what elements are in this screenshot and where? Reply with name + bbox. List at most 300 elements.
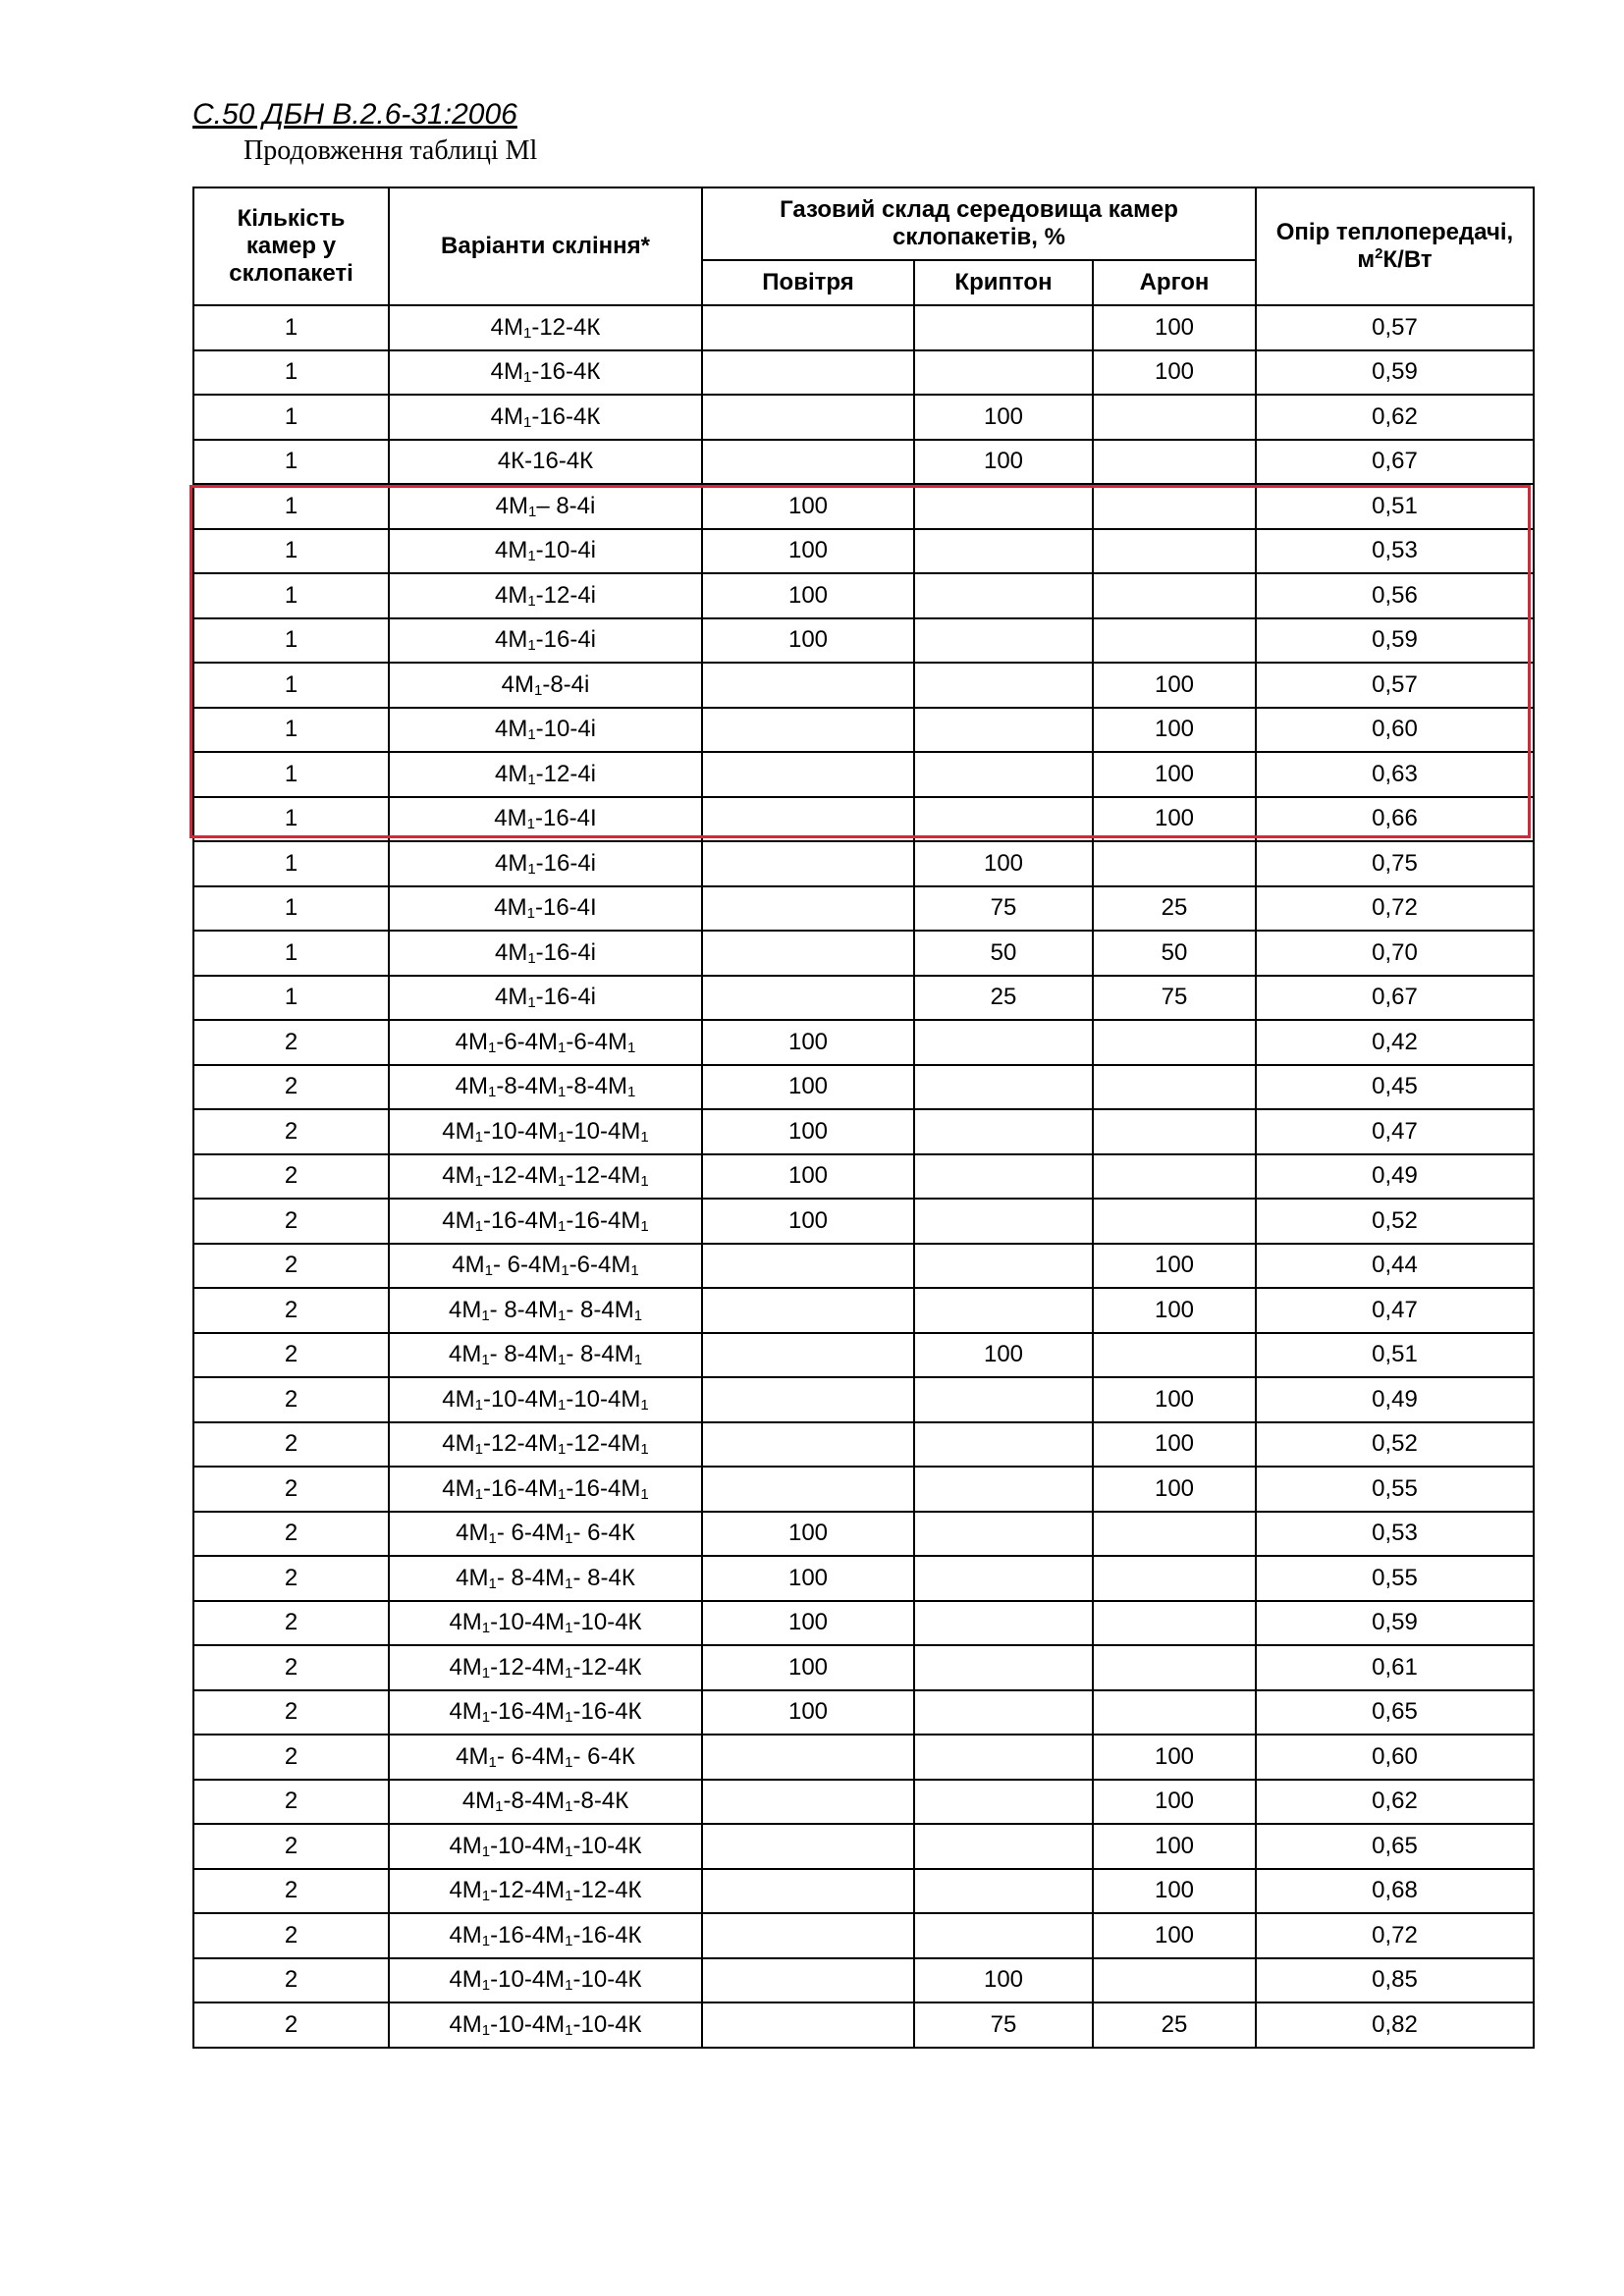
cell-resistance: 0,82	[1256, 2002, 1534, 2048]
table-row	[193, 1735, 1534, 1780]
table-row	[193, 663, 1534, 708]
glazing-part: - 6-4М	[492, 1252, 562, 1279]
cell-chambers: 2	[193, 1154, 389, 1200]
cell-chambers: 1	[193, 573, 389, 618]
glazing-subscript: 1	[522, 324, 532, 342]
glazing-subscript: 1	[558, 1173, 567, 1191]
glazing-part: -10-4і	[535, 537, 597, 564]
table-body	[193, 305, 1534, 2048]
glazing-part: 4М	[494, 581, 528, 609]
glazing-part: 4М	[490, 402, 523, 430]
glazing-part: 4М	[494, 537, 528, 564]
cell-chambers: 2	[193, 1244, 389, 1289]
cell-glazing	[389, 1869, 702, 1914]
glazing-part: 4М	[494, 626, 528, 654]
cell-chambers: 1	[193, 440, 389, 485]
table-row	[193, 841, 1534, 886]
table-row	[193, 1020, 1534, 1065]
cell-chambers: 1	[193, 841, 389, 886]
glazing-subscript: 1	[481, 1842, 491, 1860]
header-chambers-label: Кількість камер у склопакеті	[229, 205, 353, 287]
glazing-part: - 8-4М	[566, 1341, 634, 1368]
cell-resistance: 0,85	[1256, 1958, 1534, 2003]
glazing-subscript: 1	[565, 2021, 573, 2039]
table-row	[193, 886, 1534, 932]
glazing-part: 4К-16-4К	[497, 448, 594, 475]
glazing-subscript: 1	[488, 1575, 497, 1592]
table-row	[193, 529, 1534, 574]
cell-chambers: 2	[193, 1780, 389, 1825]
glazing-subscript: 1	[565, 1530, 573, 1548]
glazing-subscript: 1	[627, 1084, 636, 1101]
glazing-part: 4М	[494, 805, 527, 832]
cell-air	[702, 1377, 914, 1422]
table-row	[193, 305, 1534, 350]
cell-krypton: 25	[914, 976, 1093, 1021]
cell-air	[702, 1913, 914, 1958]
cell-air: 100	[702, 484, 914, 529]
glazing-part: 4М	[461, 1788, 496, 1815]
cell-glazing	[389, 663, 702, 708]
glazing-part: -10-4К	[572, 1966, 642, 1994]
cell-glazing	[389, 1467, 702, 1512]
glazing-subscript: 1	[633, 1352, 643, 1369]
glazing-part: -8-4і	[542, 670, 590, 698]
table-row	[193, 1824, 1534, 1869]
glazing-part: 4М	[449, 1832, 482, 1859]
cell-argon: 100	[1093, 305, 1256, 350]
cell-glazing	[389, 1690, 702, 1735]
cell-chambers: 1	[193, 976, 389, 1021]
cell-chambers: 1	[193, 752, 389, 797]
cell-chambers: 2	[193, 1958, 389, 2003]
cell-krypton	[914, 350, 1093, 396]
glazing-part: 4М	[452, 1252, 485, 1279]
glazing-part: -16-4К	[572, 1921, 642, 1949]
cell-argon: 100	[1093, 1913, 1256, 1958]
cell-resistance: 0,53	[1256, 529, 1534, 574]
glazing-part: -12-4М	[490, 1653, 566, 1681]
cell-argon: 100	[1093, 708, 1256, 753]
glazing-part: -12-4К	[572, 1877, 642, 1904]
glazing-subscript: 1	[474, 1396, 483, 1414]
table-row	[193, 1913, 1534, 1958]
table-row	[193, 976, 1534, 1021]
cell-krypton	[914, 1690, 1093, 1735]
table-row	[193, 708, 1534, 753]
glazing-subscript: 1	[481, 1977, 491, 1995]
cell-argon	[1093, 440, 1256, 485]
glazing-subscript: 1	[630, 1262, 639, 1280]
glazing-part: -10-4М	[490, 1966, 566, 1994]
cell-glazing	[389, 305, 702, 350]
glazing-part: 4М	[449, 1609, 482, 1636]
cell-glazing	[389, 797, 702, 842]
cell-air	[702, 752, 914, 797]
cell-chambers: 1	[193, 350, 389, 396]
glazing-part: - 8-4К	[572, 1564, 635, 1591]
cell-krypton	[914, 1154, 1093, 1200]
glazing-part: -10-4К	[572, 1609, 642, 1636]
cell-argon	[1093, 1690, 1256, 1735]
cell-air	[702, 797, 914, 842]
table-row	[193, 1690, 1534, 1735]
cell-glazing	[389, 1422, 702, 1468]
glazing-part: -16-4М	[566, 1206, 641, 1234]
glazing-subscript: 1	[527, 726, 536, 744]
cell-argon	[1093, 1154, 1256, 1200]
glazing-subscript: 1	[527, 994, 536, 1012]
glazing-subscript: 1	[558, 1396, 567, 1414]
glazing-part: - 6-4М	[496, 1742, 566, 1770]
glazing-part: 4М	[448, 1296, 482, 1323]
cell-glazing	[389, 752, 702, 797]
cell-chambers: 1	[193, 663, 389, 708]
glazing-subscript: 1	[527, 860, 536, 878]
cell-air: 100	[702, 1556, 914, 1601]
glazing-subscript: 1	[565, 1842, 573, 1860]
cell-glazing	[389, 395, 702, 440]
cell-air	[702, 440, 914, 485]
cell-resistance: 0,60	[1256, 1735, 1534, 1780]
glazing-subscript: 1	[627, 1039, 636, 1056]
glazing-part: -6-4М	[566, 1028, 628, 1055]
glazing-subscript: 1	[474, 1128, 483, 1146]
glazing-part: - 8-4М	[496, 1564, 566, 1591]
glazing-part: 4М	[455, 1073, 488, 1100]
glazing-subscript: 1	[527, 503, 537, 520]
cell-krypton	[914, 1467, 1093, 1512]
cell-chambers: 2	[193, 1422, 389, 1468]
glazing-subscript: 1	[527, 949, 536, 967]
cell-air: 100	[702, 1065, 914, 1110]
cell-air	[702, 2002, 914, 2048]
table-row	[193, 2002, 1534, 2048]
cell-argon	[1093, 841, 1256, 886]
cell-glazing	[389, 484, 702, 529]
cell-krypton: 50	[914, 931, 1093, 976]
cell-argon	[1093, 1020, 1256, 1065]
cell-krypton	[914, 618, 1093, 664]
header-gas-label: Газовий склад середовища камер склопакетів, %	[780, 196, 1178, 250]
glazing-subscript: 1	[474, 1441, 483, 1459]
glazing-part: 4М	[456, 1564, 489, 1591]
cell-air: 100	[702, 1020, 914, 1065]
cell-glazing	[389, 2002, 702, 2048]
cell-chambers: 2	[193, 1601, 389, 1646]
cell-air	[702, 841, 914, 886]
cell-air	[702, 395, 914, 440]
cell-resistance: 0,45	[1256, 1065, 1534, 1110]
glazing-part: -12-4М	[566, 1430, 641, 1458]
cell-argon	[1093, 1958, 1256, 2003]
glazing-part: - 8-4М	[489, 1296, 558, 1323]
glazing-subscript: 1	[481, 1709, 491, 1727]
cell-chambers: 2	[193, 1556, 389, 1601]
cell-resistance: 0,66	[1256, 797, 1534, 842]
table-row	[193, 440, 1534, 485]
cell-chambers: 2	[193, 1020, 389, 1065]
cell-krypton: 75	[914, 2002, 1093, 2048]
glazing-subscript: 1	[474, 1217, 483, 1235]
cell-air: 100	[702, 618, 914, 664]
cell-argon: 50	[1093, 931, 1256, 976]
cell-krypton	[914, 1020, 1093, 1065]
cell-krypton	[914, 1601, 1093, 1646]
cell-argon	[1093, 1065, 1256, 1110]
glazing-part: - 8-4М	[566, 1296, 634, 1323]
table-row	[193, 350, 1534, 396]
table-row	[193, 1556, 1534, 1601]
cell-resistance: 0,49	[1256, 1154, 1534, 1200]
glazing-subscript: 1	[561, 1262, 569, 1280]
cell-argon: 75	[1093, 976, 1256, 1021]
cell-chambers: 2	[193, 1199, 389, 1244]
glazing-part: -10-4М	[566, 1385, 641, 1413]
glazing-part: -10-4К	[572, 1832, 642, 1859]
glazing-part: 4М	[495, 492, 528, 519]
table-row	[193, 395, 1534, 440]
cell-glazing	[389, 1780, 702, 1825]
glazing-subscript: 1	[565, 1664, 573, 1682]
glazing-subscript: 1	[495, 1798, 504, 1816]
cell-resistance: 0,63	[1256, 752, 1534, 797]
glazing-subscript: 1	[633, 1307, 643, 1324]
cell-argon: 100	[1093, 1288, 1256, 1333]
cell-chambers: 1	[193, 708, 389, 753]
cell-chambers: 1	[193, 395, 389, 440]
glazing-part: -10-4і	[535, 716, 597, 743]
glazing-part: 4М	[442, 1385, 475, 1413]
glazing-subscript: 1	[558, 1307, 567, 1324]
cell-argon: 100	[1093, 1824, 1256, 1869]
cell-chambers: 2	[193, 1065, 389, 1110]
glazing-subscript: 1	[488, 1530, 497, 1548]
page-reference: С.50 ДБН В.2.6-31:2006	[192, 98, 517, 131]
cell-krypton	[914, 1288, 1093, 1333]
cell-resistance: 0,67	[1256, 976, 1534, 1021]
cell-air	[702, 1869, 914, 1914]
resistance-label-sup: 2	[1375, 245, 1383, 262]
glazing-part: -10-4М	[490, 2010, 566, 2038]
cell-chambers: 2	[193, 1913, 389, 1958]
glazing-part: -16-4М	[482, 1206, 558, 1234]
glazing-subscript: 1	[640, 1128, 649, 1146]
cell-argon: 100	[1093, 1244, 1256, 1289]
cell-chambers: 2	[193, 1109, 389, 1154]
table-row	[193, 1869, 1534, 1914]
glazing-subscript: 1	[565, 1888, 573, 1905]
glazing-part: 4М	[455, 1028, 488, 1055]
cell-resistance: 0,52	[1256, 1422, 1534, 1468]
glazing-subscript: 1	[558, 1039, 567, 1056]
glazing-part: -16-4І	[534, 894, 597, 922]
cell-chambers: 1	[193, 797, 389, 842]
cell-glazing	[389, 1377, 702, 1422]
cell-glazing	[389, 1824, 702, 1869]
cell-krypton: 100	[914, 841, 1093, 886]
cell-air	[702, 976, 914, 1021]
glazing-part: 4М	[494, 760, 528, 787]
table-row	[193, 1601, 1534, 1646]
cell-air: 100	[702, 529, 914, 574]
cell-chambers: 1	[193, 931, 389, 976]
glazing-subscript: 1	[565, 1798, 573, 1816]
cell-resistance: 0,65	[1256, 1824, 1534, 1869]
glazing-subscript: 1	[565, 1977, 573, 1995]
cell-krypton	[914, 529, 1093, 574]
header-krypton: Криптон	[914, 260, 1093, 305]
glazing-part: 4М	[448, 1341, 482, 1368]
glazing-part: -12-4і	[535, 581, 597, 609]
cell-argon: 100	[1093, 1735, 1256, 1780]
glazing-part: -16-4М	[490, 1698, 566, 1726]
glazing-subscript: 1	[558, 1128, 567, 1146]
cell-krypton	[914, 1244, 1093, 1289]
glazing-part: -6-4М	[496, 1028, 558, 1055]
cell-glazing	[389, 350, 702, 396]
cell-resistance: 0,68	[1256, 1869, 1534, 1914]
cell-air: 100	[702, 573, 914, 618]
table-row	[193, 1109, 1534, 1154]
cell-resistance: 0,57	[1256, 305, 1534, 350]
table-row	[193, 1333, 1534, 1378]
glazing-part: -8-4М	[496, 1073, 558, 1100]
glazing-subscript: 1	[481, 2021, 491, 2039]
cell-resistance: 0,47	[1256, 1288, 1534, 1333]
glazing-subscript: 1	[481, 1664, 491, 1682]
glazing-part: -10-4М	[482, 1385, 558, 1413]
cell-resistance: 0,72	[1256, 886, 1534, 932]
glazing-part: 4М	[501, 670, 534, 698]
cell-air	[702, 1422, 914, 1468]
glazing-subscript: 1	[487, 1039, 497, 1056]
glazing-part: 4М	[456, 1520, 489, 1547]
cell-argon	[1093, 395, 1256, 440]
glazing-subscript: 1	[565, 1620, 573, 1637]
cell-resistance: 0,52	[1256, 1199, 1534, 1244]
table-row	[193, 1958, 1534, 2003]
glazing-part: -10-4М	[566, 1117, 641, 1145]
cell-glazing	[389, 1601, 702, 1646]
glazing-part: 4М	[442, 1162, 475, 1190]
table-row	[193, 1065, 1534, 1110]
glazing-part: 4М	[494, 938, 528, 966]
cell-glazing	[389, 886, 702, 932]
glazing-part: -10-4К	[572, 2010, 642, 2038]
header-resistance	[1256, 187, 1534, 305]
cell-chambers: 2	[193, 1512, 389, 1557]
cell-air	[702, 1780, 914, 1825]
cell-krypton	[914, 573, 1093, 618]
glazing-part: -8-4М	[503, 1788, 566, 1815]
cell-glazing	[389, 1288, 702, 1333]
cell-air	[702, 1288, 914, 1333]
cell-resistance: 0,61	[1256, 1645, 1534, 1690]
cell-air: 100	[702, 1154, 914, 1200]
cell-air: 100	[702, 1601, 914, 1646]
cell-argon	[1093, 1645, 1256, 1690]
header-chambers	[193, 187, 389, 305]
cell-glazing	[389, 931, 702, 976]
cell-argon: 25	[1093, 886, 1256, 932]
glazing-part: 4М	[456, 1742, 489, 1770]
glazing-subscript: 1	[526, 905, 535, 923]
cell-krypton	[914, 1735, 1093, 1780]
glazing-subscript: 1	[527, 592, 536, 610]
glazing-subscript: 1	[565, 1575, 573, 1592]
cell-air	[702, 1958, 914, 2003]
glazing-part: -16-4і	[535, 849, 597, 877]
table-row	[193, 1780, 1534, 1825]
glazing-part: -12-4К	[572, 1653, 642, 1681]
glazing-subscript: 1	[558, 1352, 567, 1369]
cell-argon: 25	[1093, 2002, 1256, 2048]
glazing-subscript: 1	[522, 413, 532, 431]
glazing-subscript: 1	[558, 1084, 567, 1101]
table-row	[193, 1422, 1534, 1468]
cell-air	[702, 886, 914, 932]
table-row	[193, 752, 1534, 797]
glazing-subscript: 1	[488, 1753, 497, 1771]
glazing-subscript: 1	[533, 681, 543, 699]
table-row	[193, 1288, 1534, 1333]
cell-air: 100	[702, 1690, 914, 1735]
glazing-part: -16-4К	[572, 1698, 642, 1726]
cell-krypton: 100	[914, 440, 1093, 485]
glazing-part: 4М	[494, 984, 528, 1011]
glazing-part: -10-4М	[490, 1609, 566, 1636]
cell-argon: 100	[1093, 350, 1256, 396]
glazing-part: - 6-4М	[496, 1520, 566, 1547]
glazing-part: -6-4М	[568, 1252, 631, 1279]
glazing-part: -12-4М	[566, 1162, 641, 1190]
cell-glazing	[389, 1109, 702, 1154]
glazing-part: -12-4М	[482, 1430, 558, 1458]
cell-argon: 100	[1093, 1467, 1256, 1512]
cell-resistance: 0,59	[1256, 350, 1534, 396]
glazing-part: 4М	[490, 358, 523, 386]
table-row	[193, 931, 1534, 976]
glazing-part: -8-4К	[572, 1788, 629, 1815]
glazing-part: – 8-4і	[536, 492, 596, 519]
cell-argon	[1093, 529, 1256, 574]
cell-resistance: 0,55	[1256, 1467, 1534, 1512]
cell-glazing	[389, 529, 702, 574]
header-gas-composition	[702, 187, 1256, 260]
cell-argon	[1093, 484, 1256, 529]
cell-air	[702, 931, 914, 976]
header-glazing	[389, 187, 702, 305]
glazing-part: 4М	[494, 894, 527, 922]
cell-chambers: 2	[193, 1333, 389, 1378]
cell-krypton	[914, 1824, 1093, 1869]
cell-resistance: 0,59	[1256, 618, 1534, 664]
cell-glazing	[389, 708, 702, 753]
table-row	[193, 1377, 1534, 1422]
glazing-part: 4М	[442, 1206, 475, 1234]
cell-air	[702, 663, 914, 708]
cell-argon: 100	[1093, 1869, 1256, 1914]
glazing-part: 4М	[442, 1474, 475, 1502]
glazing-part: -16-4К	[531, 358, 601, 386]
cell-argon	[1093, 1333, 1256, 1378]
glazing-subscript: 1	[565, 1709, 573, 1727]
cell-krypton	[914, 1780, 1093, 1825]
cell-resistance: 0,51	[1256, 1333, 1534, 1378]
glazing-subscript: 1	[474, 1173, 483, 1191]
cell-chambers: 2	[193, 1377, 389, 1422]
